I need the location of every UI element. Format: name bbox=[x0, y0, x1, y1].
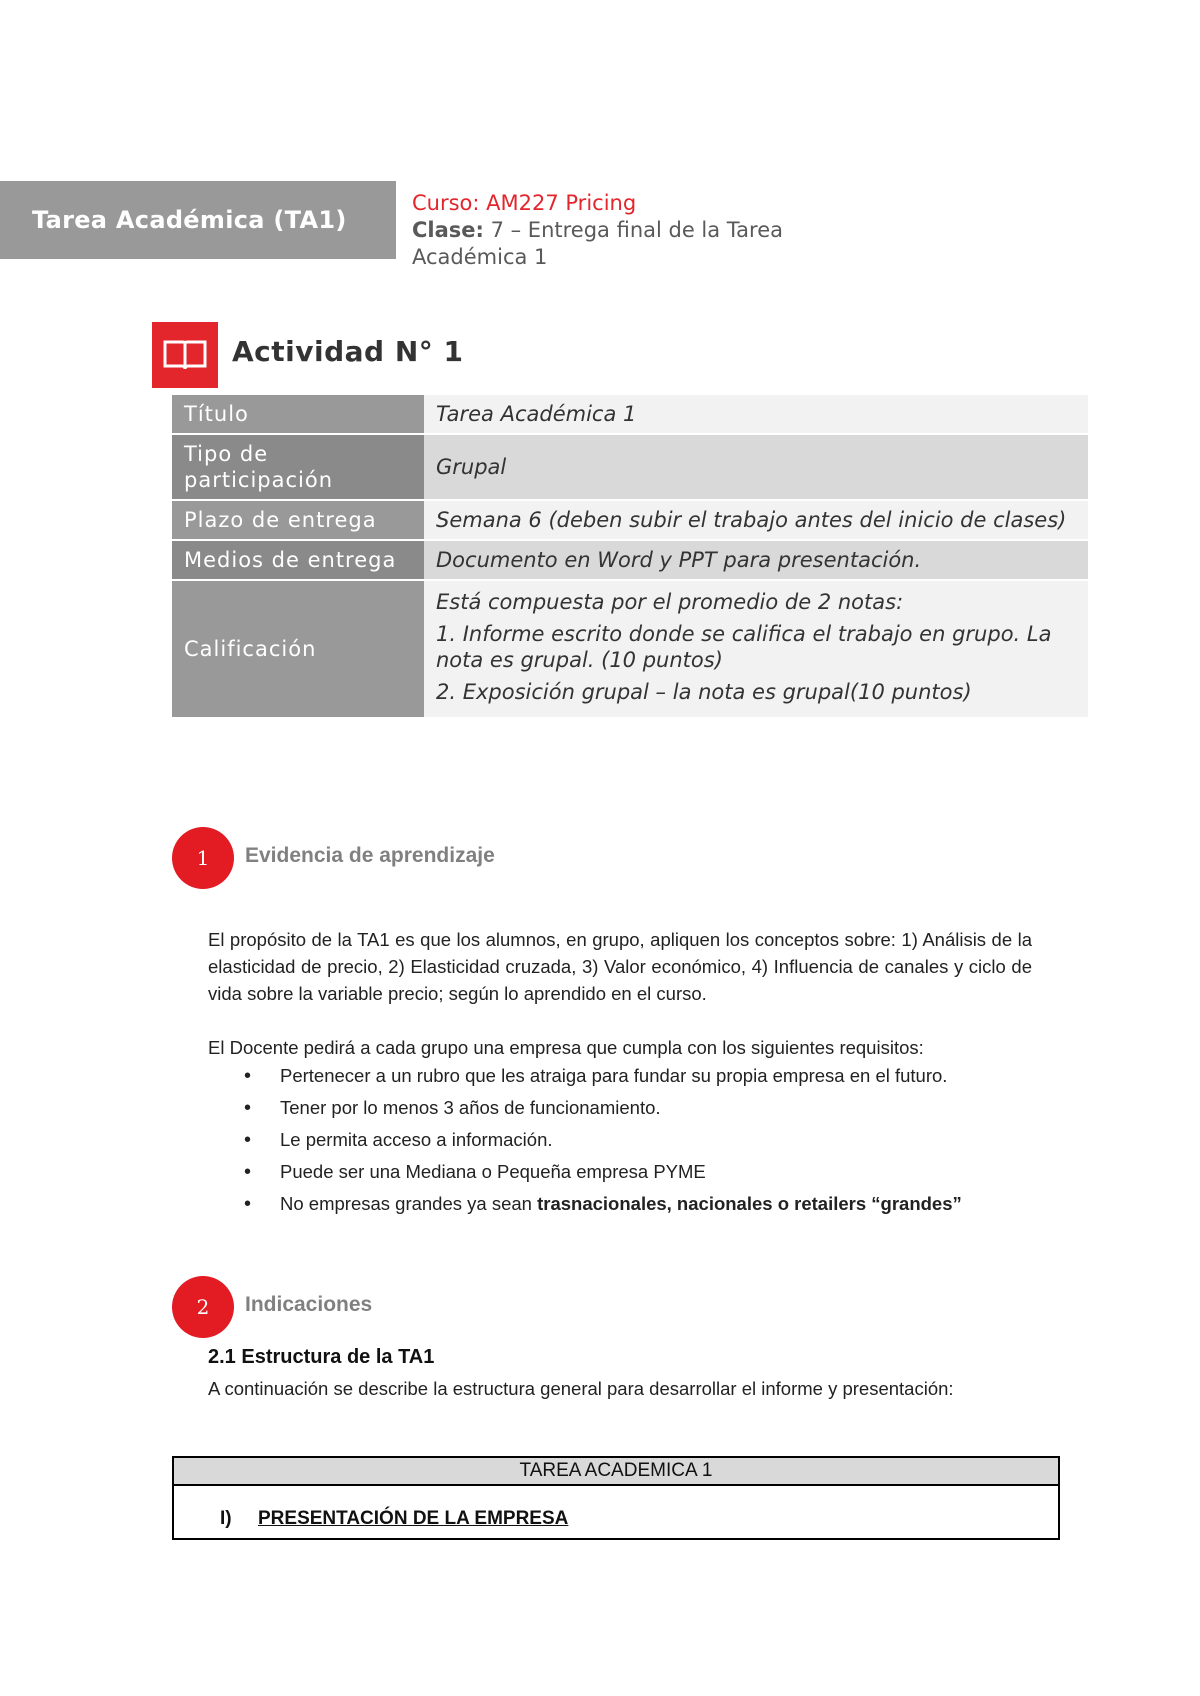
class-line: Clase: 7 – Entrega final de la Tarea bbox=[412, 218, 783, 242]
row-value: Documento en Word y PPT para presentación. bbox=[424, 541, 1088, 579]
subheading: 2.1 Estructura de la TA1 bbox=[208, 1346, 435, 1368]
grading-line: Está compuesta por el promedio de 2 notas: bbox=[436, 590, 904, 614]
structure-item: I) PRESENTACIÓN DE LA EMPRESA bbox=[220, 1508, 569, 1529]
row-value: Semana 6 (deben subir el trabajo antes del inicio de clases) bbox=[424, 501, 1088, 539]
table-row bbox=[172, 395, 1088, 433]
section-number-badge: 1 bbox=[172, 827, 234, 889]
purpose-paragraph: El propósito de la TA1 es que los alumnos, en grupo, apliquen los conceptos sobre: 1) Análisis de la elasticidad de precio, 2) Elasticidad cruzada, 3) Valor económico, 4) Influencia de canales y ciclo de vida sobre la variable precio; según lo aprendido en el curso. bbox=[208, 929, 1032, 1004]
row-key: Tipo de participación bbox=[172, 435, 424, 499]
list-item: • Le permita acceso a información. bbox=[208, 1124, 1032, 1156]
activity-title: Actividad N° 1 bbox=[232, 335, 464, 368]
row-key: Plazo de entrega bbox=[172, 501, 424, 539]
section-title: Indicaciones bbox=[245, 1293, 373, 1316]
table-row bbox=[172, 581, 1088, 717]
row-value: Tarea Académica 1 bbox=[424, 395, 1088, 433]
grading-line: 2. Exposición grupal – la nota es grupal(10 puntos) bbox=[436, 680, 972, 704]
class-line-2: Académica 1 bbox=[412, 245, 548, 269]
row-key: Título bbox=[172, 395, 424, 433]
grading-line: 1. Informe escrito donde se califica el trabajo en grupo. La nota es grupal. (10 puntos) bbox=[436, 622, 1052, 672]
course-line: Curso: AM227 Pricing bbox=[412, 191, 637, 215]
list-item: • No empresas grandes ya sean trasnacionales, nacionales o retailers “grandes” bbox=[208, 1188, 1032, 1220]
section-title: Evidencia de aprendizaje bbox=[245, 844, 495, 867]
row-value bbox=[424, 581, 1088, 717]
row-key: Medios de entrega bbox=[172, 541, 424, 579]
list-item: • Pertenecer a un rubro que les atraiga para fundar su propia empresa en el futuro. bbox=[208, 1060, 1032, 1092]
structure-paragraph: A continuación se describe la estructura general para desarrollar el informe y presentación: bbox=[208, 1378, 954, 1399]
structure-table bbox=[172, 1456, 1060, 1540]
requirements-list bbox=[208, 1060, 1032, 1220]
structure-table-header: TAREA ACADEMICA 1 bbox=[174, 1458, 1058, 1486]
row-value: Grupal bbox=[424, 435, 1088, 499]
row-key: Calificación bbox=[172, 581, 424, 717]
course-info bbox=[412, 190, 832, 271]
table-row bbox=[172, 501, 1088, 539]
section-number-badge: 2 bbox=[172, 1276, 234, 1338]
requirements-intro: El Docente pedirá a cada grupo una empresa que cumpla con los siguientes requisitos: bbox=[208, 1037, 924, 1058]
table-row bbox=[172, 541, 1088, 579]
assignment-tag: Tarea Académica (TA1) bbox=[0, 181, 396, 259]
table-row bbox=[172, 435, 1088, 499]
list-item: • Puede ser una Mediana o Pequeña empresa PYME bbox=[208, 1156, 1032, 1188]
open-book-icon bbox=[152, 322, 218, 388]
list-item: • Tener por lo menos 3 años de funcionamiento. bbox=[208, 1092, 1032, 1124]
activity-info-table bbox=[172, 393, 1088, 719]
